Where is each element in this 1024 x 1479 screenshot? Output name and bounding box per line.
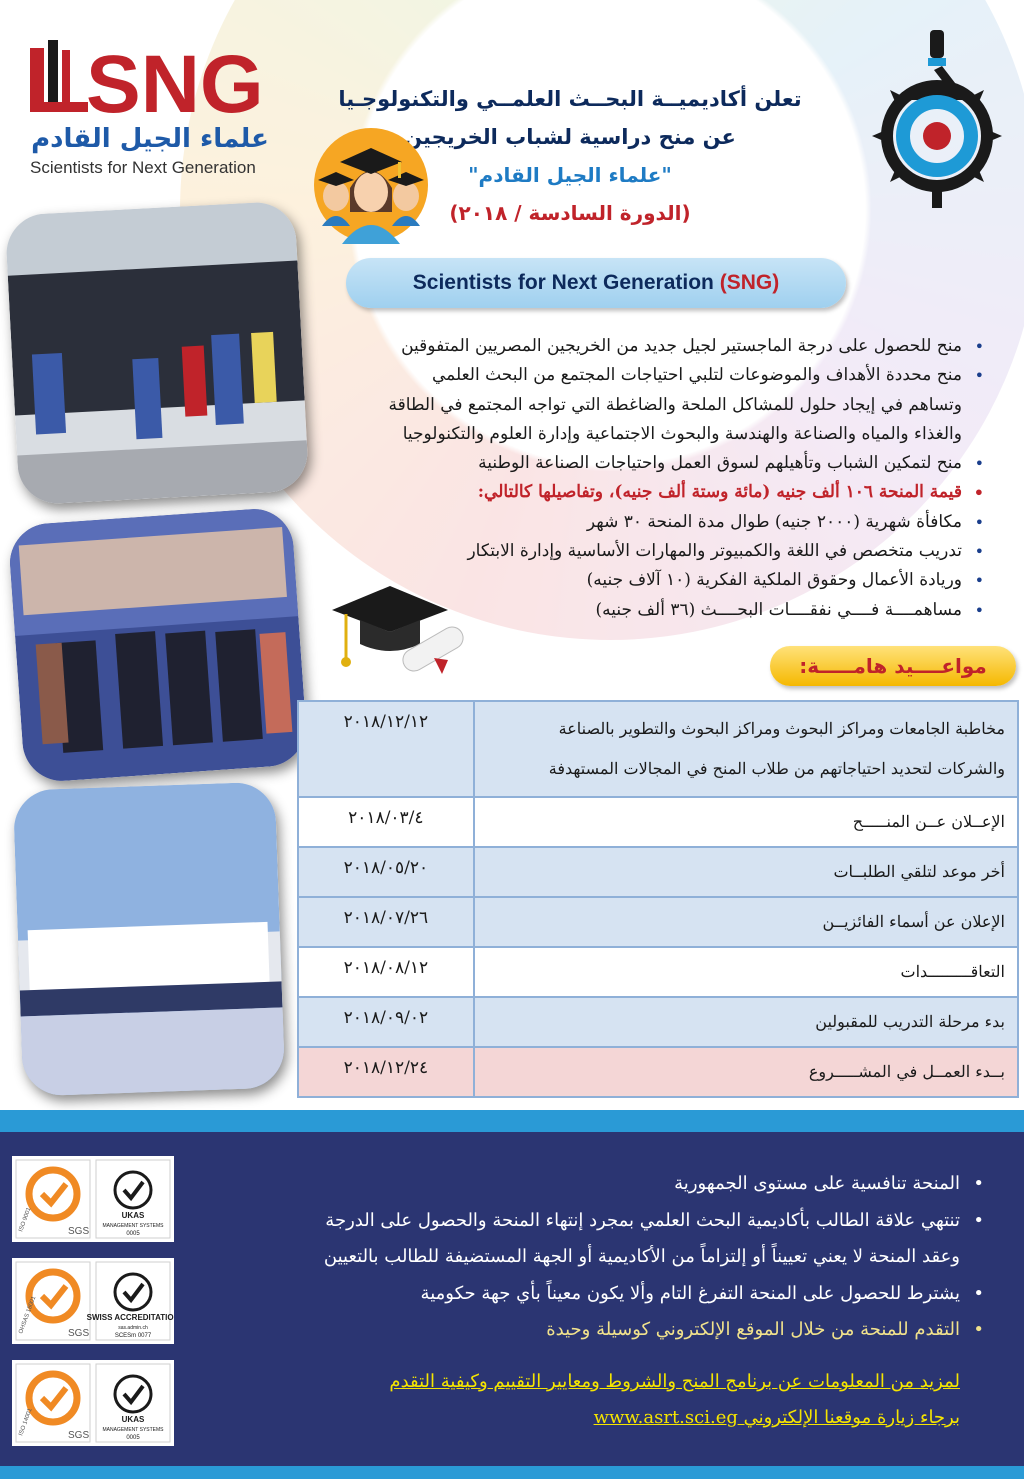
feature-line: • وريادة الأعمال وحقوق الملكية الفكرية (١٠ آلاف جنيه) — [300, 566, 990, 595]
date-description-line: أخر موعد لتلقي الطلبــات — [833, 862, 1005, 881]
banner-text: Scientists for Next Generation — [412, 271, 720, 294]
date-value: ٢٠١٨/٠٨/١٢ — [298, 947, 474, 997]
bottom-accent-strip — [0, 1110, 1024, 1132]
banner-accent: (SNG) — [719, 271, 780, 294]
date-description — [474, 701, 1018, 797]
cert-left-code: ISO 9001 — [18, 1206, 33, 1233]
more-info-link[interactable]: لمزيد من المعلومات عن برنامج المنح والشروط ومعايير التقييم وكيفية التقدم — [389, 1371, 960, 1392]
cert-left-name: SGS — [68, 1226, 90, 1237]
cert-right-sub: MANAGEMENT SYSTEMS — [102, 1427, 164, 1433]
date-description-line: مخاطبة الجامعات ومراكز البحوث ومراكز البحوث والتطوير بالصناعة — [558, 719, 1005, 738]
condition-line: • المنحة تنافسية على مستوى الجمهورية — [220, 1166, 990, 1203]
cert-left-code: OHSAS 18001 — [18, 1295, 38, 1335]
date-description-line: والشركات لتحديد احتياجاتهم من طلاب المنح في المجالات المستهدفة — [548, 759, 1005, 778]
cert-right-name: UKAS — [121, 1211, 145, 1220]
certification-badge — [12, 1156, 174, 1242]
header-line-3: "علماء الجيل القادم" — [468, 163, 672, 187]
date-value: ٢٠١٨/٠٥/٢٠ — [298, 847, 474, 897]
sng-title-banner — [346, 258, 846, 308]
graduation-cap-diploma-icon — [330, 578, 470, 678]
sng-logo-mark — [30, 40, 270, 126]
feature-line: • منح لتمكين الشباب وتأهيلهم لسوق العمل واحتياجات الصناعة الوطنية — [300, 449, 990, 478]
feature-line: • مكافأة شهرية (٢٠٠٠ جنيه) طوال مدة المنحة ٣٠ شهر — [300, 508, 990, 537]
date-description-line: بــدء العمــل في المشـــــروع — [808, 1062, 1005, 1081]
cert-right-name: UKAS — [121, 1415, 145, 1424]
cert-right-sub: sas.admin.ch — [118, 1325, 148, 1331]
condition-line: • يشترط للحصول على المنحة التفرغ التام وألا يكون معيناً بأي جهة حكومية — [220, 1276, 990, 1313]
date-description — [474, 1047, 1018, 1097]
cert-right-number: 0005 — [126, 1435, 140, 1441]
date-row — [298, 947, 1018, 997]
date-row — [298, 997, 1018, 1047]
sng-english-name: Scientists for Next Generation — [30, 158, 256, 177]
date-description — [474, 847, 1018, 897]
cert-right-number: 0005 — [126, 1231, 140, 1237]
date-description-line: الإعــلان عــن المنـــــح — [852, 812, 1005, 831]
cert-right-number: SCESm 0077 — [114, 1333, 152, 1339]
date-description — [474, 947, 1018, 997]
group-photo-1 — [5, 201, 310, 506]
sng-arabic-name: علماء الجيل القادم — [31, 124, 269, 154]
cert-left-name: SGS — [68, 1328, 90, 1339]
date-description-line: الإعلان عن أسماء الفائزيــن — [822, 912, 1005, 931]
condition-line: • التقدم للمنحة من خلال الموقع الإلكتروني كوسيلة وحيدة — [220, 1312, 990, 1349]
feature-line: والغذاء والمياه والصناعة والهندسة والبحوث الاجتماعية وإدارة العلوم والتكنولوجيا — [402, 423, 962, 444]
date-row — [298, 797, 1018, 847]
graduates-badge-icon — [312, 126, 430, 244]
date-value: ٢٠١٨/٠٣/٤ — [298, 797, 474, 847]
feature-line: وتساهم في إيجاد حلول للمشاكل الملحة والضاغطة التي تواجه المجتمع في الطاقة — [388, 394, 962, 415]
cert-left-code: ISO 14001 — [18, 1407, 34, 1437]
sng-mark-text: SNG — [86, 40, 264, 126]
date-row — [298, 1047, 1018, 1097]
date-value: ٢٠١٨/٠٧/٢٦ — [298, 897, 474, 947]
important-dates-banner: مواعــــيد هامـــــة: — [770, 646, 1016, 686]
certification-badge — [12, 1360, 174, 1446]
date-value: ٢٠١٨/١٢/٢٤ — [298, 1047, 474, 1097]
important-dates-table — [297, 700, 1019, 1098]
date-description — [474, 797, 1018, 847]
group-photo-3 — [13, 782, 286, 1097]
feature-line: • قيمة المنحة ١٠٦ ألف جنيه (مائة وستة ألف جنيه)، وتفاصيلها كالتالي: — [300, 478, 990, 507]
cert-right-name: SWISS ACCREDITATION — [86, 1313, 174, 1322]
date-description — [474, 997, 1018, 1047]
condition-line: • تنتهي علاقة الطالب بأكاديمية البحث العلمي بمجرد إنتهاء المنحة والحصول على الدرجة — [220, 1203, 990, 1240]
date-row — [298, 847, 1018, 897]
cert-right-sub: MANAGEMENT SYSTEMS — [102, 1223, 164, 1229]
date-value: ٢٠١٨/١٢/١٢ — [298, 701, 474, 797]
date-description-line: التعاقـــــــــدات — [900, 962, 1005, 981]
date-row — [298, 701, 1018, 797]
date-row — [298, 897, 1018, 947]
header-line-4: (الدورة السادسة / ٢٠١٨) — [449, 201, 691, 225]
date-description — [474, 897, 1018, 947]
feature-line: • منح للحصول على درجة الماجستير لجيل جديد من الخريجين المصريين المتفوقين — [300, 332, 990, 361]
bottom-edge-strip — [0, 1466, 1024, 1479]
feature-line: • مساهمــــة فــــي نفقــــات البحــــث (٣٦ ألف جنيه) — [300, 596, 990, 625]
website-link[interactable]: برجاء زيارة موقعنا الإلكتروني www.asrt.sci.eg — [593, 1407, 960, 1428]
header-line-2: عن منح دراسية لشباب الخريجين — [404, 125, 736, 149]
feature-line: • منح محددة الأهداف والموضوعات لتلبي احتياجات المجتمع من البحث العلمي — [300, 361, 990, 390]
certification-badge — [12, 1258, 174, 1344]
condition-line: وعقد المنحة لا يعني تعييناً أو إلتزاماً من الأكاديمية أو الجهة المستضيفة للطالب بالتعيين — [323, 1246, 960, 1267]
academy-logo-icon — [872, 30, 1002, 210]
cert-left-name: SGS — [68, 1430, 90, 1441]
date-value: ٢٠١٨/٠٩/٠٢ — [298, 997, 474, 1047]
date-description-line: بدء مرحلة التدريب للمقبولين — [815, 1012, 1005, 1031]
group-photo-2 — [7, 506, 308, 783]
feature-line: • تدريب متخصص في اللغة والكمبيوتر والمهارات الأساسية وإدارة الابتكار — [300, 537, 990, 566]
conditions-list — [220, 1166, 990, 1349]
sng-logo — [22, 40, 272, 180]
more-info-links — [300, 1364, 960, 1436]
header-line-1: تعلن أكاديميــة البحــث العلمــي والتكنولوجـيا — [338, 87, 802, 111]
